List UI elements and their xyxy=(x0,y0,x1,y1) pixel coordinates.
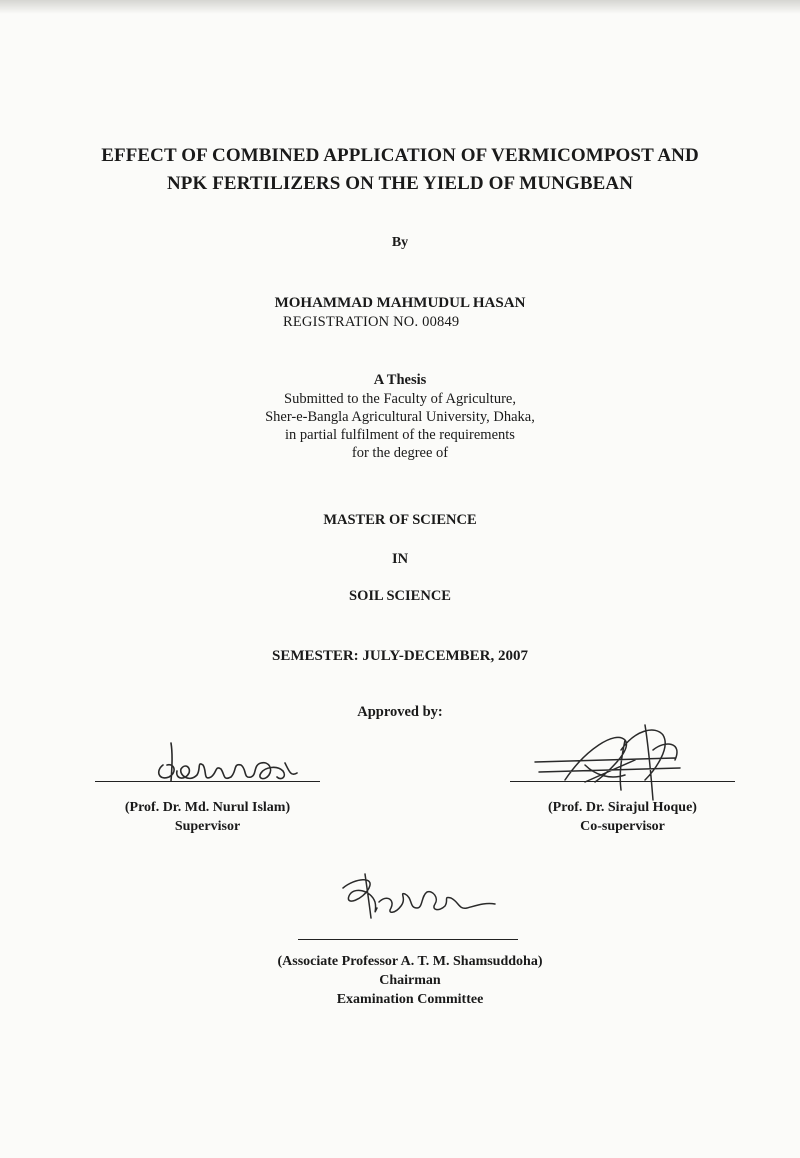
co-supervisor-role: Co-supervisor xyxy=(580,819,665,834)
chairman-signature xyxy=(335,868,500,923)
semester: SEMESTER: JULY-DECEMBER, 2007 xyxy=(271,648,529,664)
degree: MASTER OF SCIENCE xyxy=(323,512,477,528)
registration-number: REGISTRATION NO. 00849 xyxy=(283,314,460,330)
by-label: By xyxy=(391,235,409,250)
thesis-title xyxy=(0,142,800,198)
chairman-name: (Associate Professor A. T. M. Shamsuddoha) xyxy=(277,954,543,969)
co-supervisor-signature xyxy=(525,720,705,805)
title-line-2: NPK FERTILIZERS ON THE YIELD OF MUNGBEAN xyxy=(166,173,634,194)
thesis-description xyxy=(0,390,800,462)
in-label: IN xyxy=(391,551,409,567)
author-name: MOHAMMAD MAHMUDUL HASAN xyxy=(274,295,526,311)
thesis-line: Submitted to the Faculty of Agriculture, xyxy=(284,391,516,407)
subject: SOIL SCIENCE xyxy=(349,588,451,604)
thesis-line: in partial fulfilment of the requirements xyxy=(285,427,515,443)
supervisor-signature-line xyxy=(95,781,320,782)
title-line-1: EFFECT OF COMBINED APPLICATION OF VERMICOMPOST AND xyxy=(101,145,699,166)
chairman-role: Chairman xyxy=(379,973,441,988)
chairman-signature-line xyxy=(298,939,518,940)
supervisor-signature xyxy=(145,735,315,795)
co-supervisor-name: (Prof. Dr. Sirajul Hoque) xyxy=(548,800,697,815)
thesis-line: for the degree of xyxy=(351,445,449,461)
scan-edge-shadow xyxy=(0,0,800,14)
examination-committee: Examination Committee xyxy=(336,992,484,1007)
thesis-line: Sher-e-Bangla Agricultural University, Dhaka, xyxy=(265,409,535,425)
thesis-heading: A Thesis xyxy=(373,372,427,388)
supervisor-name: (Prof. Dr. Md. Nurul Islam) xyxy=(124,800,291,815)
approved-by-label: Approved by: xyxy=(357,704,443,720)
supervisor-role: Supervisor xyxy=(174,819,241,834)
co-supervisor-signature-line xyxy=(510,781,735,782)
